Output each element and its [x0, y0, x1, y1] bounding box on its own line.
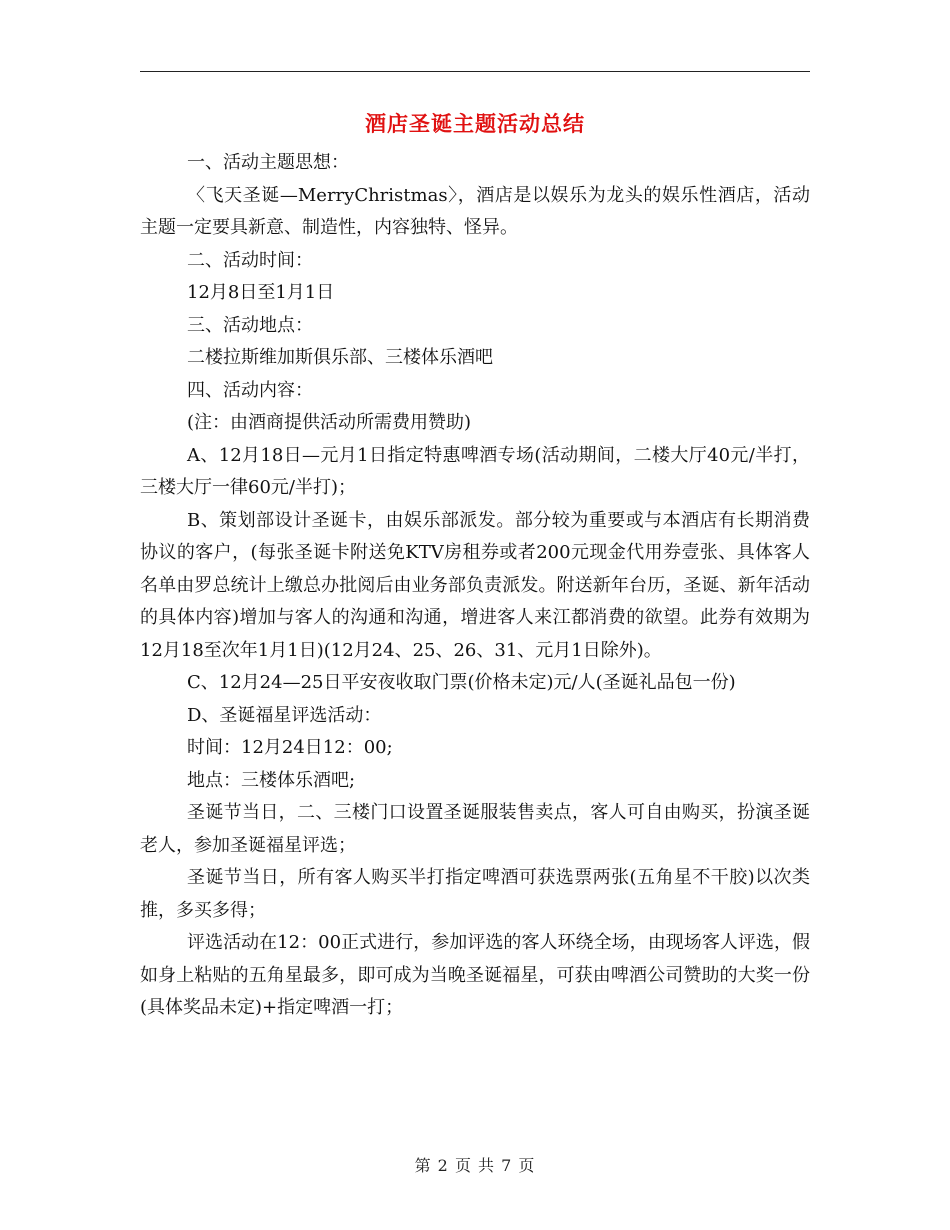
paragraph: 时间：12月24日12：00; [187, 737, 393, 758]
paragraph: 一、活动主题思想： [187, 152, 349, 173]
paragraph: C、12月24—25日平安夜收取门票(价格未定)元/人(圣诞礼品包一份) [187, 672, 736, 693]
paragraph: 四、活动内容： [187, 379, 313, 401]
paragraph: 12月8日至1月1日 [187, 282, 335, 303]
document-title: 酒店圣诞主题活动总结 [365, 111, 585, 136]
header-rule [140, 71, 810, 72]
paragraph: 三、活动地点： [187, 314, 313, 336]
paragraph: 圣诞节当日，所有客人购买半打指定啤酒可获选票两张(五角星不干胶)以次类推，多买多得； [140, 867, 810, 921]
paragraph: B、策划部设计圣诞卡，由娱乐部派发。部分较为重要或与本酒店有长期消费协议的客户，(每张圣诞卡附送免KTV房租券或者200元现金代用券壹张、具体客人名单由罗总统计上缴总办批阅后由业务部负责派发。附送新年台历，圣诞、新年活动的具体内容)增加与客人的沟通和沟通，增进客人来江都消费的欲望。此券有效期为12月18至次年1月1日)(12月24、25、26、31、元月1日除外)。 [140, 509, 810, 661]
paragraph: 评选活动在12：00正式进行，参加评选的客人环绕全场，由现场客人评选，假如身上粘贴的五角星最多，即可成为当晚圣诞福星，可获由啤酒公司赞助的大奖一份(具体奖品未定)+指定啤酒一打； [140, 932, 810, 1018]
paragraph: 〈飞天圣诞—MerryChristmas〉，酒店是以娱乐为龙头的娱乐性酒店，活动主题一定要具新意、制造性，内容独特、怪异。 [140, 184, 810, 238]
document-body [140, 147, 810, 1025]
paragraph: 地点：三楼体乐酒吧; [187, 769, 356, 791]
paragraph: D、圣诞福星评选活动： [187, 704, 382, 726]
paragraph: 二楼拉斯维加斯俱乐部、三楼体乐酒吧 [187, 347, 493, 368]
page-footer [0, 1153, 950, 1176]
paragraph: 圣诞节当日，二、三楼门口设置圣诞服装售卖点，客人可自由购买，扮演圣诞老人，参加圣诞福星评选； [140, 802, 810, 856]
page-number: 第 2 页 共 7 页 [414, 1156, 536, 1175]
paragraph: (注：由酒商提供活动所需费用赞助) [187, 412, 472, 433]
paragraph: A、12月18日—元月1日指定特惠啤酒专场(活动期间，二楼大厅40元/半打，三楼大厅一律60元/半打)； [140, 444, 810, 498]
paragraph: 二、活动时间： [187, 249, 313, 271]
